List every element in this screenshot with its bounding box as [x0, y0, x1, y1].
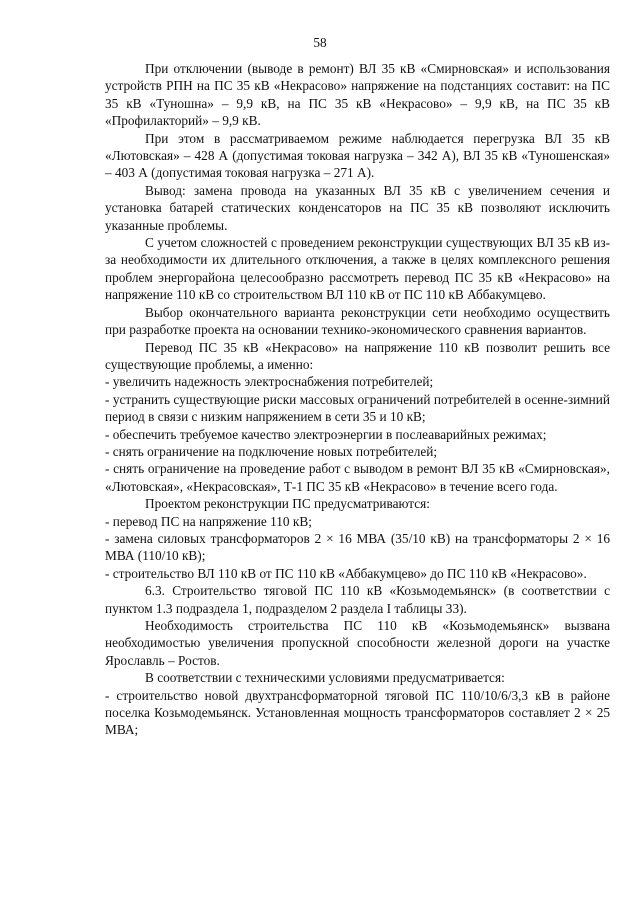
list-item: - строительство ВЛ 110 кВ от ПС 110 кВ «Аббакумцево» до ПС 110 кВ «Некрасово». — [105, 565, 587, 581]
list-item: - перевод ПС на напряжение 110 кВ; — [105, 513, 312, 529]
paragraph: При отключении (выводе в ремонт) ВЛ 35 кВ «Смирновская» и использования устройств РПН на ПС 35 кВ «Некрасово» напряжение на подстанциях составит: на ПС 35 кВ «Туношна» – 9,9 кВ, на ПС 35 кВ «Некрасово» – 9,9 кВ, на ПС 35 кВ «Профилакторий» – 9,9 кВ. — [105, 61, 610, 129]
paragraph: В соответствии с техническими условиями предусматривается: — [145, 670, 505, 686]
list-item: - снять ограничение на подключение новых потребителей; — [105, 443, 438, 459]
paragraph: Перевод ПС 35 кВ «Некрасово» на напряжение 110 кВ позволит решить все существующие проблемы, а именно: — [105, 339, 610, 372]
section-heading-paragraph: 6.3. Строительство тяговой ПС 110 кВ «Козьмодемьянск» (в соответствии с пунктом 1.3 подраздела 1, подразделом 2 раздела I таблицы 33). — [105, 583, 610, 616]
page-number: 58 — [313, 35, 327, 50]
list-item: - замена силовых трансформаторов 2 × 16 МВА (35/10 кВ) на трансформаторы 2 × 16 МВА (110/10 кВ); — [105, 530, 610, 564]
paragraph: При этом в рассматриваемом режиме наблюдается перегрузка ВЛ 35 кВ «Лютовская» – 428 А (допустимая токовая нагрузка – 342 А), ВЛ 35 кВ «Туношенская» – 403 А (допустимая токовая нагрузка – 271 А). — [105, 130, 610, 181]
list-item: - снять ограничение на проведение работ с выводом в ремонт ВЛ 35 кВ «Смирновская», «Лютовская», «Некрасовская», Т-1 ПС 35 кВ «Некрасово» в течение всего года. — [105, 461, 610, 494]
document-body — [105, 60, 610, 739]
list-item: - обеспечить требуемое качество электроэнергии в послеаварийных режимах; — [105, 426, 547, 442]
paragraph: Вывод: замена провода на указанных ВЛ 35 кВ с увеличением сечения и установка батарей статических конденсаторов на ПС 35 кВ позволяют исключить указанные проблемы. — [105, 182, 610, 233]
paragraph: Необходимость строительства ПС 110 кВ «Козьмодемьянск» вызвана необходимостью увеличения пропускной способности железной дороги на участке Ярославль – Ростов. — [105, 618, 610, 668]
paragraph: Выбор окончательного варианта реконструкции сети необходимо осуществить при разработке проекта на основании технико-экономического сравнения вариантов. — [105, 304, 610, 338]
list-item: - устранить существующие риски массовых ограничений потребителей в осенне-зимний период в связи с низким напряжением в сети 35 и 10 кВ; — [105, 391, 610, 425]
paragraph: Проектом реконструкции ПС предусматриваются: — [145, 496, 430, 512]
list-item: - увеличить надежность электроснабжения потребителей; — [105, 374, 434, 390]
list-item: - строительство новой двухтрансформаторной тяговой ПС 110/10/6/3,3 кВ в районе поселка Козьмодемьянск. Установленная мощность трансформаторов составляет 2 × 25 МВА; — [105, 687, 610, 738]
paragraph: С учетом сложностей с проведением реконструкции существующих ВЛ 35 кВ из-за необходимости их длительного отключения, а также в целях комплексного решения проблем энергорайона целесообразно рассмотреть перевод ПС 35 кВ «Некрасово» на напряжение 110 кВ со строительством ВЛ 110 кВ от ПС 110 кВ Аббакумцево. — [105, 235, 610, 303]
